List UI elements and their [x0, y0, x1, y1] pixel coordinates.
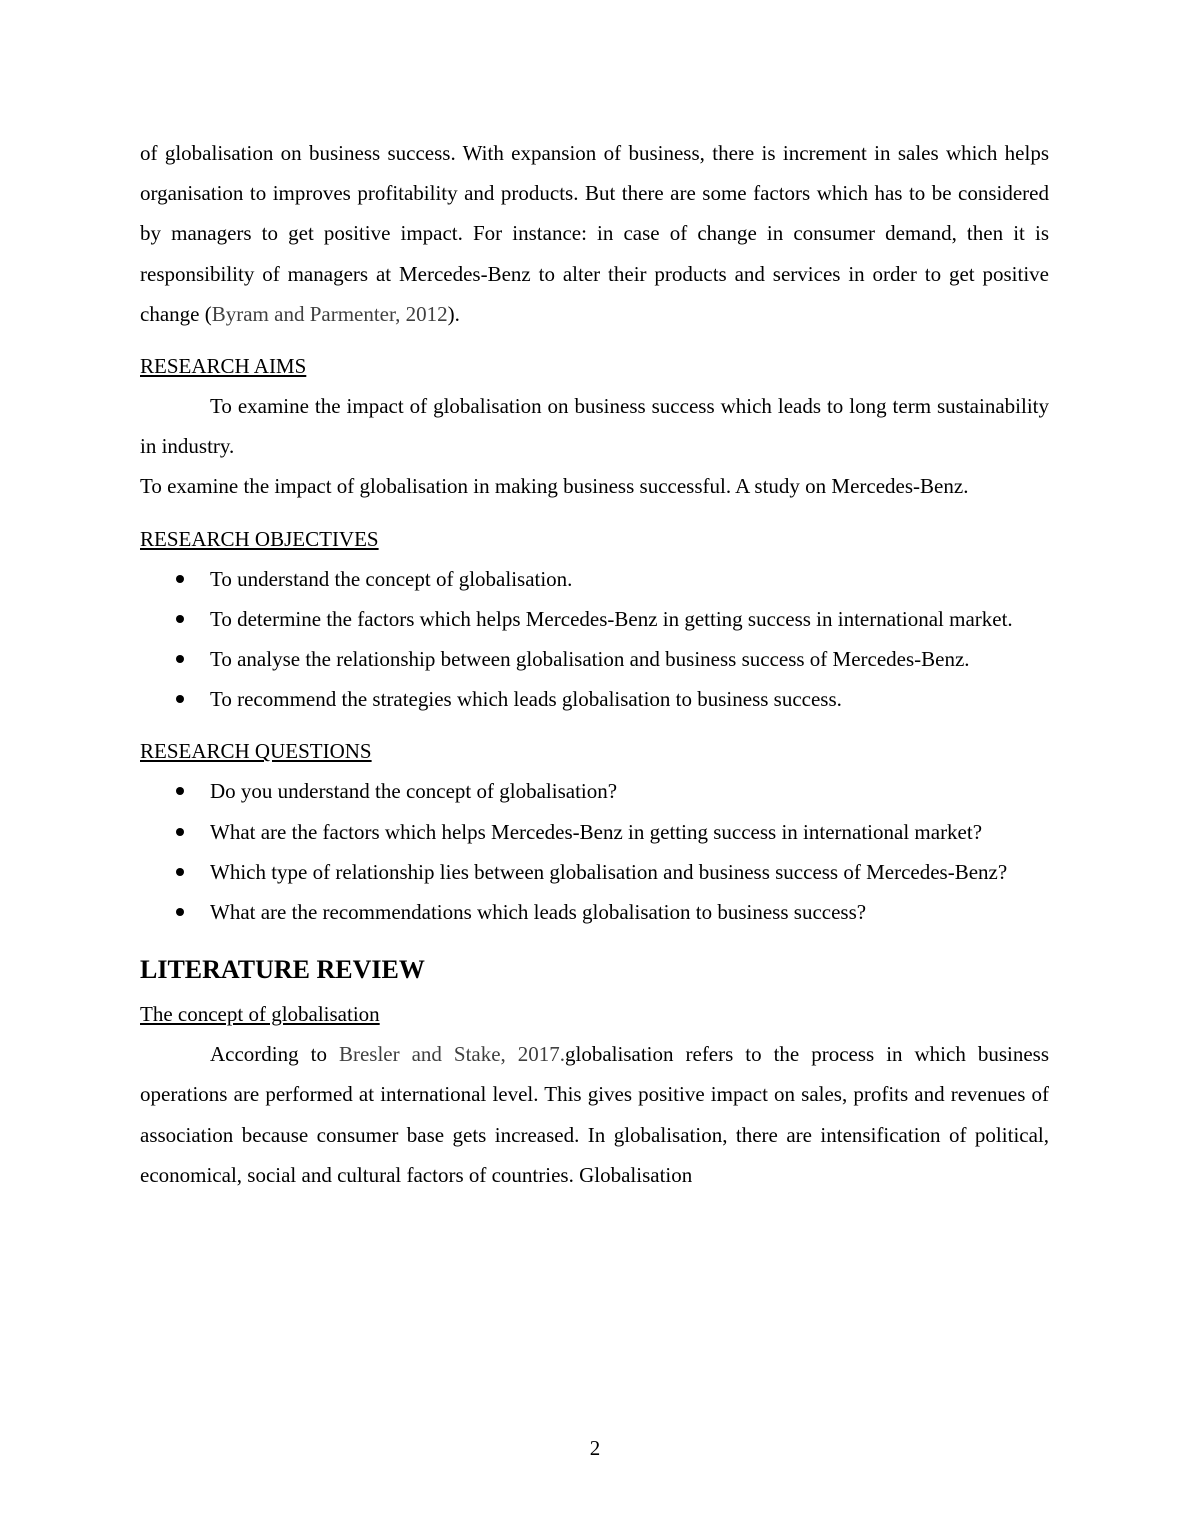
intro-citation: Byram and Parmenter, 2012: [211, 301, 448, 326]
bullet-icon: [176, 695, 184, 703]
bullet-icon: [176, 868, 184, 876]
list-item: [140, 771, 1049, 811]
research-aims-heading: RESEARCH AIMS: [140, 354, 307, 379]
concept-text: globalisation refers to the process in which business operations are performed at international level. This gives positive impact on sales, profits and revenues of association because consumer base gets increased. In globalisation, there are intensification of political, economical, social and cultural factors of countries. Globalisation: [140, 1042, 1049, 1187]
list-item-text: To recommend the strategies which leads globalisation to business success.: [210, 687, 842, 712]
research-aims-paragraph-1: To examine the impact of globalisation on business success which leads to long term sustainability in industry.: [140, 394, 1049, 459]
research-aims-paragraph-2: To examine the impact of globalisation in making business successful. A study on Mercedes-Benz.: [140, 474, 969, 499]
concept-subheading: The concept of globalisation: [140, 1002, 380, 1027]
page-number: 2: [589, 1436, 601, 1460]
research-questions-list: [140, 771, 1049, 932]
list-item-text: Which type of relationship lies between globalisation and business success of Mercedes-Benz?: [210, 859, 1008, 884]
list-item: [140, 599, 1049, 639]
list-item-text: To understand the concept of globalisation.: [210, 566, 573, 591]
research-questions-heading: RESEARCH QUESTIONS: [140, 739, 372, 764]
list-item-text: What are the recommendations which leads globalisation to business success?: [210, 900, 867, 925]
list-item: [140, 852, 1049, 892]
intro-paragraph: [140, 133, 1049, 334]
bullet-icon: [176, 908, 184, 916]
research-objectives-heading: RESEARCH OBJECTIVES: [140, 526, 379, 551]
research-objectives-list: [140, 559, 1049, 720]
bullet-icon: [176, 787, 184, 795]
bullet-icon: [176, 575, 184, 583]
list-item: [140, 559, 1049, 599]
list-item-text: To determine the factors which helps Mercedes-Benz in getting success in international market.: [210, 606, 1013, 631]
list-item-text: To analyse the relationship between globalisation and business success of Mercedes-Benz.: [210, 647, 970, 672]
bullet-icon: [176, 615, 184, 623]
bullet-icon: [176, 655, 184, 663]
list-item-text: Do you understand the concept of globalisation?: [210, 779, 618, 804]
list-item: [140, 639, 1049, 679]
concept-lead: According to: [210, 1042, 339, 1067]
intro-text: of globalisation on business success. With expansion of business, there is increment in sales which helps organisation to improves profitability and products. But there are some factors which has to be considered by managers to get positive impact. For instance: in case of change in consumer demand, then it is responsibility of managers at Mercedes-Benz to alter their products and services in order to get positive change (: [140, 141, 1049, 326]
list-item: [140, 812, 1049, 852]
list-item-text: What are the factors which helps Mercedes-Benz in getting success in international market?: [210, 819, 983, 844]
bullet-icon: [176, 828, 184, 836]
literature-review-heading: LITERATURE REVIEW: [140, 955, 425, 985]
concept-citation: Bresler and Stake, 2017.: [338, 1042, 566, 1067]
intro-end: ).: [447, 301, 460, 326]
concept-paragraph: [140, 1034, 1049, 1195]
list-item: [140, 679, 1049, 719]
list-item: [140, 892, 1049, 932]
document-body: [140, 133, 1049, 1195]
